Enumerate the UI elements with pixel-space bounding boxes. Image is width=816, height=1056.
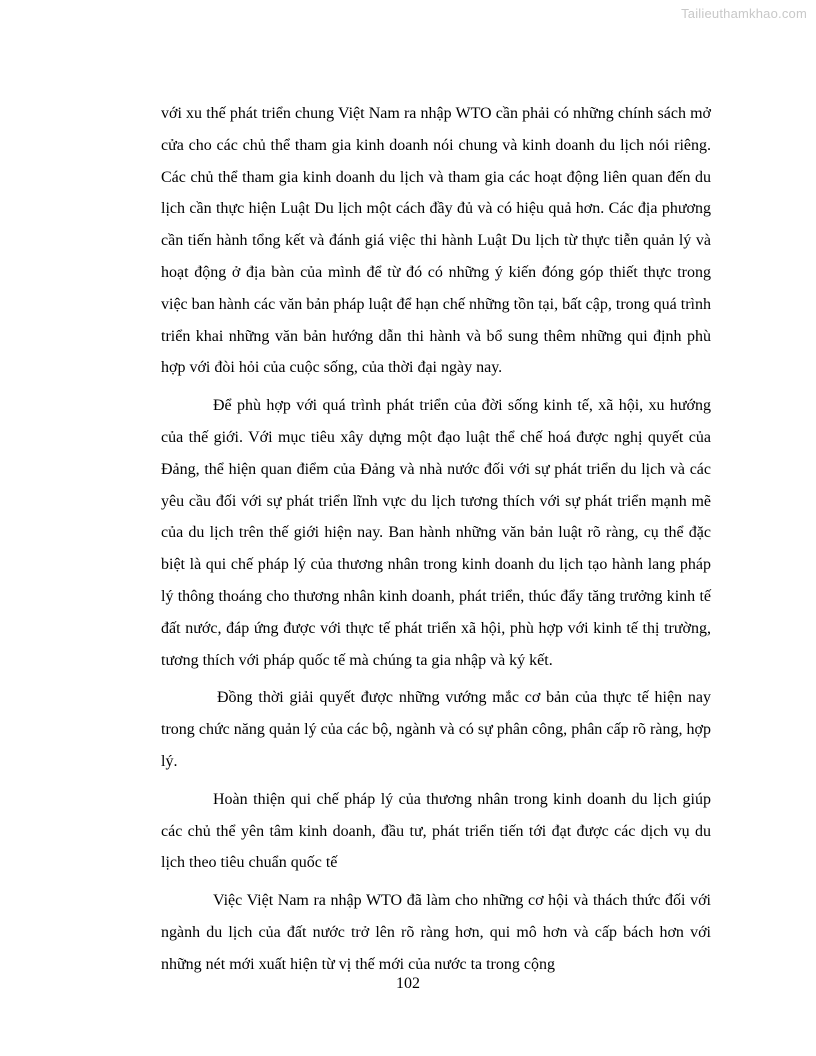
watermark: Tailieuthamkhao.com	[681, 6, 807, 21]
paragraph-4: Hoàn thiện qui chế pháp lý của thương nhân trong kinh doanh du lịch giúp các chủ thể yên tâm kinh doanh, đầu tư, phát triển tiến tới đạt được các dịch vụ du lịch theo tiêu chuẩn quốc tế	[161, 790, 711, 872]
paragraph-1: với xu thế phát triển chung Việt Nam ra nhập WTO cần phải có những chính sách mở cửa cho các chủ thể tham gia kinh doanh nói chung và kinh doanh du lịch nói riêng. Các chủ thể tham gia kinh doanh du lịch và tham gia các hoạt động liên quan đến du lịch cần thực hiện Luật Du lịch một cách đầy đủ và có hiệu quả hơn. Các địa phương cần tiến hành tổng kết và đánh giá việc thi hành Luật Du lịch từ thực tiễn quản lý và hoạt động ở địa bàn của mình để từ đó có những ý kiến đóng góp thiết thực trong việc ban hành các văn bản pháp luật để hạn chế những tồn tại, bất cập, trong quá trình triển khai những văn bản hướng dẫn thi hành và bổ sung thêm những qui định phù hợp với đòi hỏi của cuộc sống, của thời đại ngày nay.	[161, 105, 711, 377]
paragraph-2: Để phù hợp với quá trình phát triển của đời sống kinh tế, xã hội, xu hướng của thế giới. Với mục tiêu xây dựng một đạo luật thể chế hoá được nghị quyết của Đảng, thể hiện quan điểm của Đảng và nhà nước đối với sự phát triển du lịch và các yêu cầu đối với sự phát triển lĩnh vực du lịch tương thích với sự phát triển mạnh mẽ của du lịch trên thế giới hiện nay. Ban hành những văn bản luật rõ ràng, cụ thể đặc biệt là qui chế pháp lý của thương nhân trong kinh doanh du lịch tạo hành lang pháp lý thông thoáng cho thương nhân kinh doanh, phát triển, thúc đẩy tăng trưởng kinh tế đất nước, đáp ứng được với thực tế phát triển xã hội, phù hợp với kinh tế thị trường, tương thích với pháp quốc tế mà chúng ta gia nhập và ký kết.	[161, 397, 711, 669]
page-body	[161, 98, 711, 981]
paragraph-5: Việc Việt Nam ra nhập WTO đã làm cho những cơ hội và thách thức đối với ngành du lịch của đất nước trở lên rõ ràng hơn, qui mô hơn và cấp bách hơn với những nét mới xuất hiện từ vị thế mới của nước ta trong cộng	[161, 892, 711, 973]
paragraph-3: Đồng thời giải quyết được những vướng mắc cơ bản của thực tế hiện nay trong chức năng quản lý của các bộ, ngành và có sự phân công, phân cấp rõ ràng, hợp lý.	[161, 689, 711, 770]
page-number: 102	[396, 975, 420, 992]
